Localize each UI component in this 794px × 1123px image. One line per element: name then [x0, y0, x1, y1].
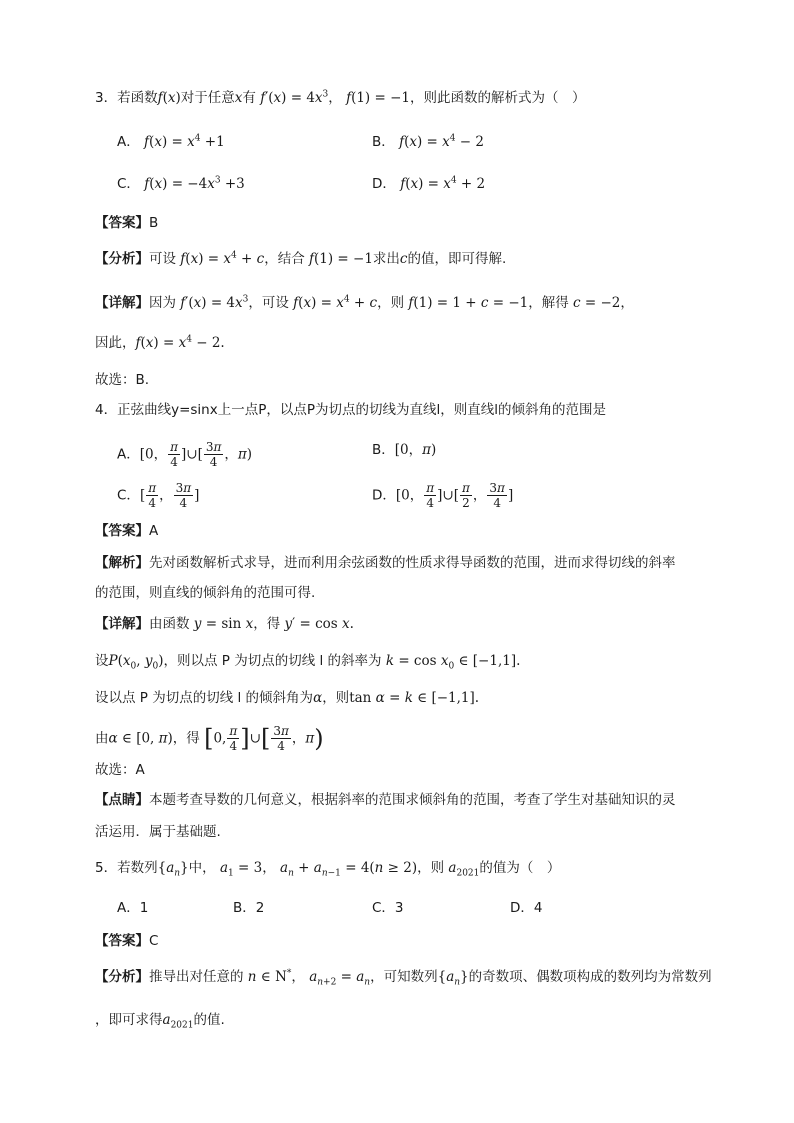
q4-analysis-1: [95, 553, 676, 573]
q4-option-a[interactable]: A．[0， $\frac{\pi}{4}$ ]∪[ $\frac{3\pi}{4}$ ，π): [117, 440, 253, 469]
q5-answer-tag: 【答案】: [95, 933, 149, 949]
q5-analysis-1: 【分析】推导出对任意的 n ∈ N*， $a_{n+2} = a_n$，可知数列$\{a_n\}$的奇数项、偶数项构成的数列均为常数列: [95, 968, 712, 988]
q3-therefore: 因此，$f(x) = x^4 - 2$.: [95, 334, 225, 351]
q3-answer: [95, 213, 158, 233]
q3-analysis-mid: ，结合: [264, 251, 305, 267]
q4-detail-3a: 设以点 P 为切点的切线 l 的倾斜角为: [95, 690, 314, 706]
q3-detail-mid3: ，解得: [528, 295, 569, 311]
q4-detail-4: 由α ∈ [0, π)，得 [0, $\frac{\pi}{4}$ ]∪[ $\frac{3\pi}{4}$ ，π): [95, 724, 324, 753]
q3-stem: 3．若函数f(x)对于任意x有 $f'(x) = 4x^3$， f(1) = −1，则此函数的解析式为（ ）: [95, 89, 586, 106]
q4-detail-4a: 由: [95, 730, 109, 747]
q4-detail-1a: 由函数: [149, 616, 190, 632]
q3-detail-mid1: ，可设: [248, 295, 289, 311]
q4-detail-1b: ，得: [253, 616, 281, 632]
q5-stem-pre: 5．若数列: [95, 860, 158, 876]
q3-analysis-pre: 可设: [149, 251, 176, 267]
q3-analysis-tag: 【分析】: [95, 251, 149, 267]
q5-analysis-tag: 【分析】: [95, 969, 149, 985]
q5-stem: 5．若数列$\{a_n\}$中， $a_1 = 3$， $a_n + a_{n-1} = 4(n \ge 2)$，则 $a_{2021}$的值为（ ）: [95, 860, 561, 879]
q3-option-a[interactable]: A． $f(x) = x^4 +1$: [117, 133, 225, 150]
q5-answer-value: C: [149, 933, 159, 949]
q4-detail-3b: ，则: [322, 690, 350, 706]
q4-comment-text-1: 本题考查导数的几何意义，根据斜率的范围求倾斜角的范围，考查了学生对基础知识的灵: [149, 792, 676, 808]
q5-option-a[interactable]: A．1: [117, 900, 149, 916]
q4-detail-3: 设以点 P 为切点的切线 l 的倾斜角为α，则tan α = k ∈ [−1,1].: [95, 690, 480, 706]
q4-choose: 故选：A: [95, 762, 145, 778]
q3-detail-pre: 因为: [149, 295, 176, 311]
q4-detail-2a: 设: [95, 653, 109, 669]
q3-option-d-label: D．: [372, 176, 396, 192]
q4-option-c[interactable]: C．[ $\frac{\pi}{4}$ ， $\frac{3\pi}{4}$ ]: [117, 481, 200, 510]
q5-option-b[interactable]: B．2: [233, 900, 265, 916]
q5-analysis-1a: 推导出对任意的: [149, 969, 244, 985]
q3-analysis-mid2: 求出: [372, 251, 400, 267]
q3-detail-tag: 【详解】: [95, 295, 149, 311]
q4-option-a-label: A．: [117, 446, 140, 463]
q3-stem-pre: 3．若函数: [95, 90, 158, 106]
q3-analysis: 【分析】可设 $f(x) = x^4 + c$，结合 f(1) = −1求出c的值，即可得解.: [95, 250, 507, 267]
q4-comment-2: 活运用．属于基础题.: [95, 824, 221, 840]
q3-choose: 故选：B.: [95, 372, 150, 388]
q5-option-d[interactable]: D．4: [510, 900, 543, 916]
q3-option-c[interactable]: C． $f(x) = -4x^3 +3$: [117, 175, 245, 192]
q5-analysis-1b: ，: [291, 969, 305, 985]
q5-stem-mid3: ，则: [417, 860, 445, 876]
q4-option-c-label: C．: [117, 487, 140, 504]
q3-stem-mid1: 对于任意: [180, 90, 235, 106]
q5-analysis-2: ，即可求得$a_{2021}$的值.: [95, 1012, 225, 1031]
q4-answer-tag: 【答案】: [95, 523, 149, 539]
q4-analysis-tag: 【解析】: [95, 555, 149, 571]
q4-detail-2: 设$P(x_0$, $y_0$)，则以点 P 为切点的切线 l 的斜率为 $k = \cos x_0$ ∈ [−1,1].: [95, 653, 521, 672]
q5-analysis-2b: 的值.: [193, 1012, 225, 1028]
q3-option-d[interactable]: D． $f(x) = x^4 + 2$: [372, 175, 486, 192]
q5-option-c[interactable]: C．3: [372, 900, 404, 916]
q3-stem-post: ，则此函数的解析式为（ ）: [410, 90, 586, 106]
q4-comment-tag: 【点睛】: [95, 792, 149, 808]
q5-stem-mid2: ，: [262, 860, 276, 876]
q4-stem: 4．正弦曲线y=sinx上一点P，以点P为切点的切线为直线l，则直线l的倾斜角的范围是: [95, 402, 607, 418]
q5-stem-post: 的值为（ ）: [479, 860, 561, 876]
q3-option-b[interactable]: B． $f(x) = x^4 - 2$: [372, 133, 484, 150]
q4-option-d[interactable]: D．[0， $\frac{\pi}{4}$ ]∪[ $\frac{\pi}{2}$ ， $\frac{3\pi}{4}$ ]: [372, 481, 514, 510]
q4-option-b-label: B．: [372, 442, 395, 458]
q5-analysis-1d: 的奇数项、偶数项构成的数列均为常数列: [468, 969, 712, 985]
q3-detail-mid2: ，则: [377, 295, 405, 311]
q4-answer-value: A: [149, 523, 159, 539]
q3-detail-end: ，: [620, 295, 634, 311]
q3-analysis-post: 的值，即可得解.: [407, 251, 507, 267]
q4-analysis-text-1: 先对函数解析式求导，进而利用余弦函数的性质求得导函数的范围，进而求得切线的斜率: [149, 555, 676, 571]
q4-analysis-2: 的范围，则直线的倾斜角的范围可得.: [95, 585, 316, 601]
q3-option-c-label: C．: [117, 176, 140, 192]
q3-answer-value: B: [149, 215, 159, 231]
q5-analysis-1c: ，可知数列: [370, 969, 438, 985]
q5-answer: [95, 931, 158, 951]
q4-detail-1: 【详解】由函数 y = sin x，得 y′ = cos x.: [95, 616, 354, 632]
q3-detail: 【详解】因为 $f'(x) = 4x^3$，可设 $f(x) = x^4 + c$，则 f(1) = 1 + c = −1，解得 c = −2，: [95, 294, 634, 311]
q3-answer-tag: 【答案】: [95, 215, 149, 231]
q4-option-b[interactable]: B．[0，π): [372, 442, 437, 458]
q3-option-a-label: A．: [117, 134, 140, 150]
q3-option-b-label: B．: [372, 134, 395, 150]
q5-analysis-2a: ，即可求得: [95, 1012, 163, 1028]
q3-therefore-text: 因此，: [95, 335, 136, 351]
q4-comment-1: [95, 790, 676, 810]
q4-detail-tag: 【详解】: [95, 616, 149, 632]
q4-detail-4b: ，得: [172, 730, 200, 747]
q4-detail-2b: ，则以点 P 为切点的切线 l 的斜率为: [163, 653, 382, 669]
q4-option-d-label: D．: [372, 487, 396, 504]
q5-stem-mid1: 中，: [188, 860, 216, 876]
q3-stem-mid2: 有: [242, 90, 256, 106]
q4-answer: [95, 521, 158, 541]
